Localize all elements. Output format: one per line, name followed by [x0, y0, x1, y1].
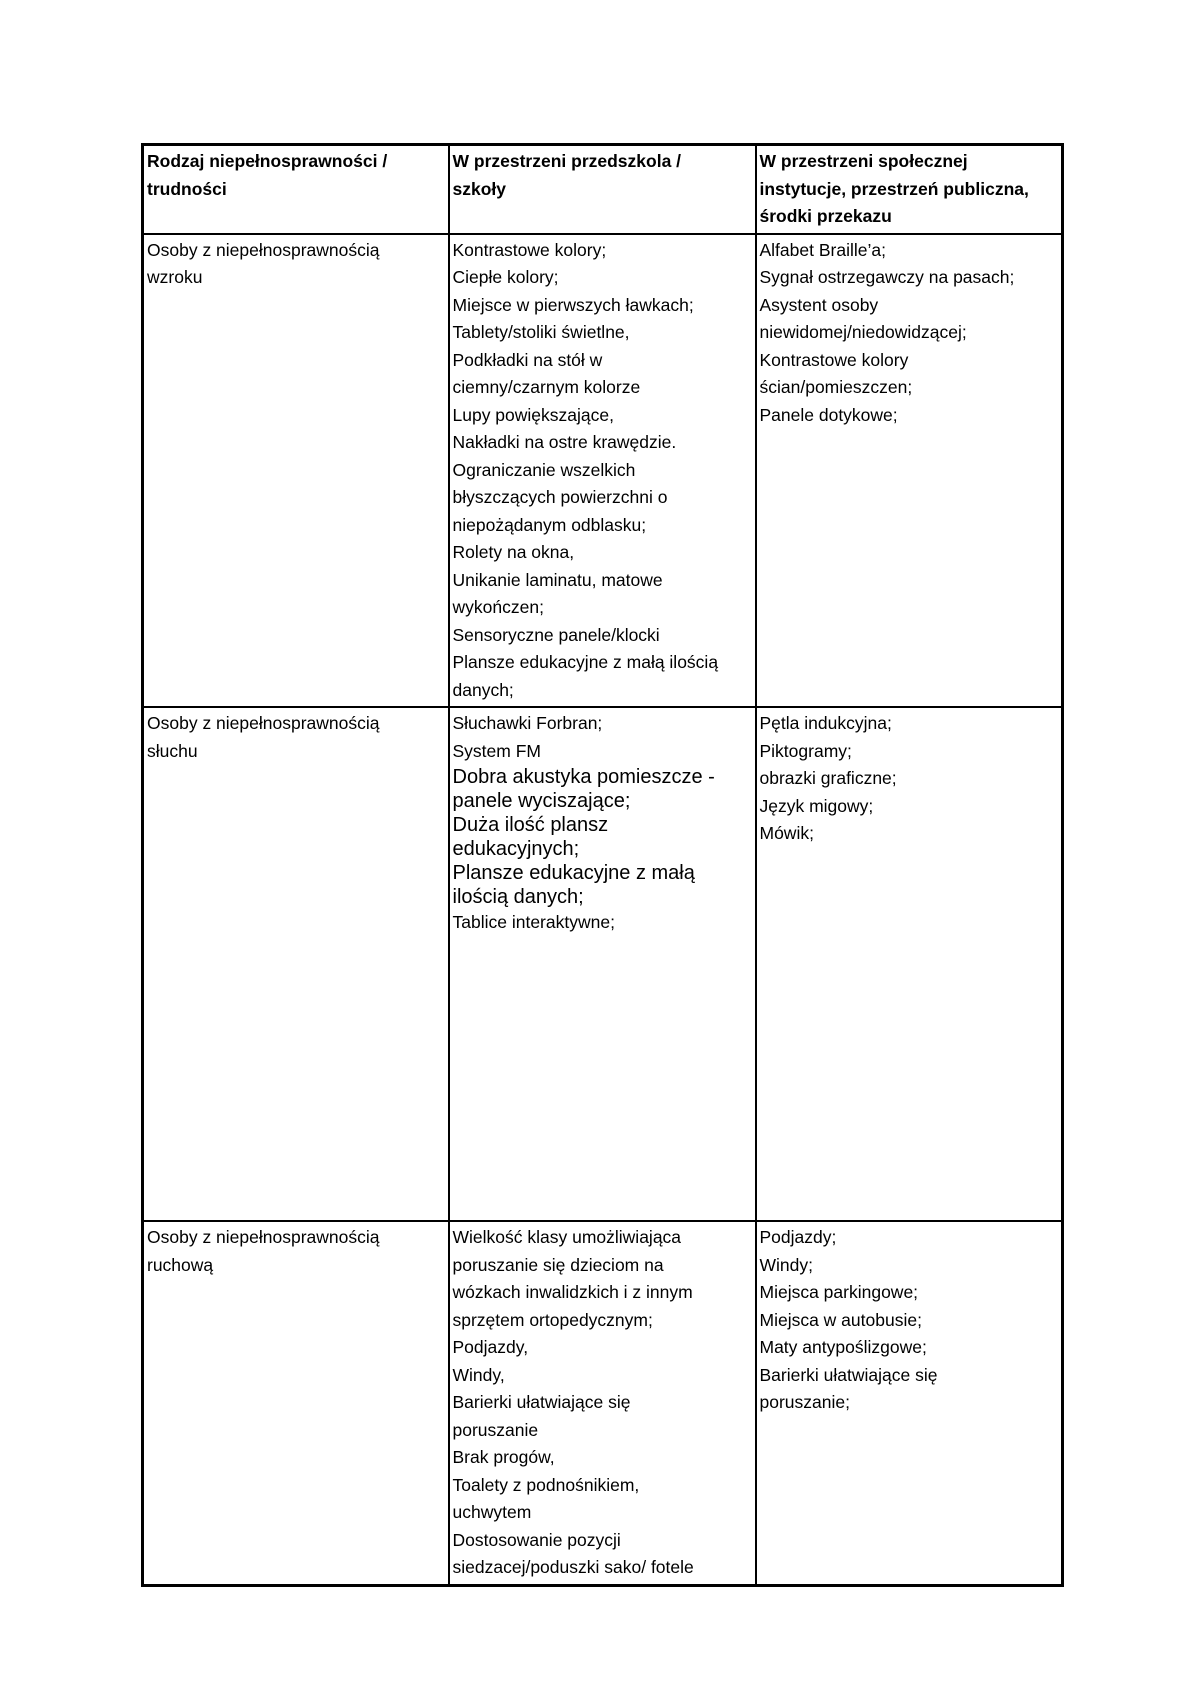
cell-school-hearing — [449, 707, 756, 1221]
cell-line: poruszanie; — [759, 1392, 850, 1412]
cell-line: Duża ilość plansz — [452, 814, 609, 836]
cell-line: Alfabet Braille’a; — [759, 239, 886, 260]
table-header-row — [143, 145, 1063, 234]
cell-line: edukacyjnych; — [452, 838, 580, 860]
cell-line: Język migowy; — [759, 795, 874, 816]
cell-line: poruszanie się dzieciom na — [452, 1254, 664, 1275]
cell-line: wykończen; — [452, 597, 544, 617]
cell-line: Windy, — [452, 1364, 505, 1385]
hearing-school-part-b — [453, 765, 752, 909]
cell-line: Maty antypoślizgowe; — [759, 1337, 927, 1357]
cell-line: Słuchawki Forbran; — [452, 713, 603, 733]
cell-line: W przestrzeni społecznej — [759, 151, 968, 171]
cell-line: Barierki ułatwiające się — [452, 1392, 631, 1412]
cell-line: Ograniczanie wszelkich — [452, 459, 636, 480]
header-public-space — [756, 145, 1063, 234]
cell-line: siedzacej/poduszki sako/ fotele — [452, 1557, 694, 1577]
cell-line: Tablety/stoliki świetlne, — [452, 322, 630, 342]
cell-line: Nakładki na ostre krawędzie. — [452, 432, 677, 452]
cell-category-mobility — [143, 1221, 449, 1585]
cell-line: Pętla indukcyjna; — [759, 713, 892, 733]
cell-category-visual — [143, 234, 449, 708]
cell-line: Kontrastowe kolory — [759, 349, 909, 370]
cell-line: szkoły — [452, 178, 506, 199]
table-row-visual — [143, 234, 1063, 708]
cell-line: ścian/pomieszczen; — [759, 377, 913, 397]
cell-line: Dobra akustyka pomieszcze - — [452, 766, 715, 788]
cell-public-visual — [756, 234, 1063, 708]
cell-line: ruchową — [147, 1254, 214, 1275]
cell-line: ciemny/czarnym kolorze — [452, 377, 641, 397]
cell-line: Osoby z niepełnosprawnością — [147, 713, 380, 733]
cell-line: Asystent osoby — [759, 294, 879, 315]
cell-school-visual — [449, 234, 756, 708]
cell-line: Miejsca w autobusie; — [759, 1309, 922, 1330]
table-row-hearing — [143, 707, 1063, 1221]
cell-line: sprzętem ortopedycznym; — [452, 1309, 653, 1330]
cell-line: niewidomej/niedowidzącej; — [759, 322, 967, 342]
cell-line: Sygnał ostrzegawczy na pasach; — [759, 267, 1015, 287]
cell-line: System FM — [452, 740, 541, 761]
cell-line: trudności — [147, 178, 227, 199]
cell-line: Tablice interaktywne; — [452, 912, 615, 932]
cell-line: Plansze edukacyjne z małą ilością — [452, 652, 719, 672]
header-school-space — [449, 145, 756, 234]
header-disability-type — [143, 145, 449, 234]
cell-line: instytucje, przestrzeń publiczna, — [759, 178, 1029, 199]
cell-line: Unikanie laminatu, matowe — [452, 569, 663, 590]
cell-line: błyszczących powierzchni o — [452, 487, 668, 507]
cell-line: Windy; — [759, 1254, 813, 1275]
cell-line: Kontrastowe kolory; — [452, 239, 607, 260]
cell-line: wózkach inwalidzkich i z innym — [452, 1282, 693, 1302]
cell-line: Plansze edukacyjne z małą — [452, 862, 695, 884]
accessibility-table — [141, 143, 1064, 1587]
cell-line: uchwytem — [452, 1502, 532, 1522]
hearing-school-part-c — [453, 909, 752, 937]
cell-line: Toalety z podnośnikiem, — [452, 1474, 640, 1495]
cell-line: obrazki graficzne; — [759, 768, 897, 788]
cell-public-hearing — [756, 707, 1063, 1221]
cell-line: Rodzaj niepełnosprawności / — [147, 151, 388, 171]
cell-line: Podkładki na stół w — [452, 349, 603, 370]
cell-line: Barierki ułatwiające się — [759, 1364, 938, 1385]
cell-line: poruszanie — [452, 1419, 539, 1440]
cell-line: wzroku — [147, 267, 203, 287]
cell-line: ilością danych; — [452, 886, 584, 908]
hearing-school-part-a — [453, 710, 752, 765]
cell-line: Piktogramy; — [759, 740, 852, 761]
cell-public-mobility — [756, 1221, 1063, 1585]
cell-line: Podjazdy; — [759, 1227, 837, 1247]
cell-line: słuchu — [147, 740, 198, 761]
cell-line: Lupy powiększające, — [452, 404, 614, 425]
cell-school-mobility — [449, 1221, 756, 1585]
cell-line: Brak progów, — [452, 1447, 555, 1467]
cell-line: Mówik; — [759, 823, 814, 843]
cell-line: Osoby z niepełnosprawnością — [147, 1227, 380, 1247]
cell-line: Sensoryczne panele/klocki — [452, 624, 660, 645]
cell-line: Osoby z niepełnosprawnością — [147, 239, 380, 260]
cell-line: danych; — [452, 679, 514, 700]
cell-line: Panele dotykowe; — [759, 404, 898, 425]
cell-line: Dostosowanie pozycji — [452, 1529, 621, 1550]
cell-line: Podjazdy, — [452, 1337, 529, 1357]
cell-line: niepożądanym odblasku; — [452, 514, 647, 535]
cell-line: panele wyciszające; — [452, 790, 631, 812]
cell-line: Rolety na okna, — [452, 542, 575, 562]
cell-line: Wielkość klasy umożliwiająca — [452, 1227, 682, 1247]
cell-category-hearing — [143, 707, 449, 1221]
cell-line: Ciepłe kolory; — [452, 267, 559, 287]
cell-line: środki przekazu — [759, 206, 892, 226]
table-row-mobility — [143, 1221, 1063, 1585]
cell-line: Miejsca parkingowe; — [759, 1282, 919, 1302]
cell-line: Miejsce w pierwszych ławkach; — [452, 294, 694, 315]
cell-line: W przestrzeni przedszkola / — [452, 151, 682, 171]
